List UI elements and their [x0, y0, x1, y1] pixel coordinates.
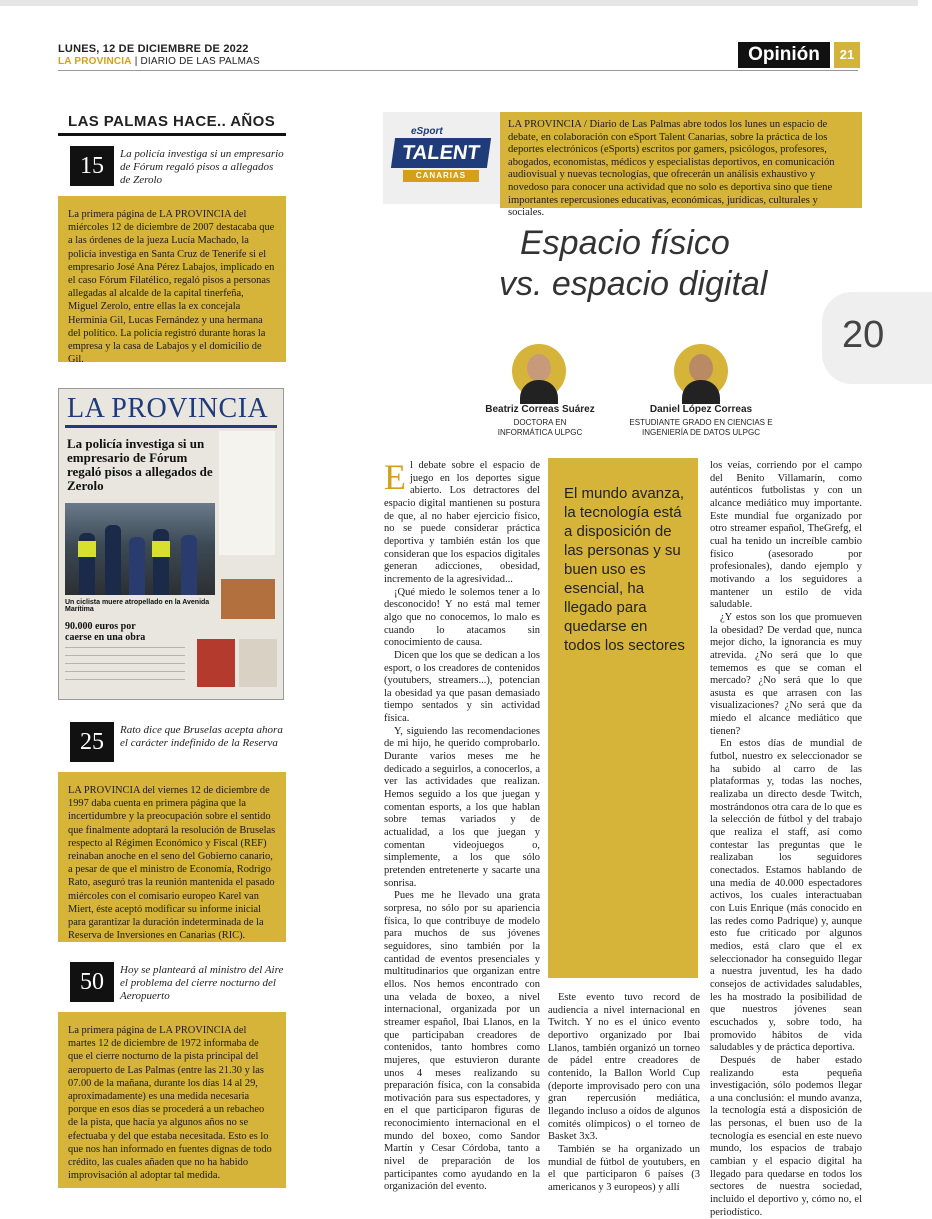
anniversary-15-text: La primera página de LA PROVINCIA del miércoles 12 de diciembre de 2007 destacaba que a las órdenes de la jueza Lucía Machado, la policía investiga en Santa Cruz de Tenerife si el empresario José Ana Pérez Labajos, implicado en el caso Fórum Filatélico, regaló pisos a personas allegadas al alcalde de la capital tinerfeña, Miguel Zerolo, entre ellas la ex concejala Herminia Gil, Lucas Fernández y una hermana del político. La policía registró durante horas la empresa y la casa de Labajos y el domicilio de Gil. [58, 196, 286, 362]
paragraph: ¡Qué miedo le solemos tener a lo desconocido! Y no está mal temer algo que no conocemos, lo malo es cuando lo atacamos sin conocimiento de causa. [384, 586, 540, 649]
avatar-head [689, 354, 713, 382]
section-label: Opinión [738, 42, 830, 68]
clipping-ad [197, 639, 235, 687]
article-column-3 [710, 460, 862, 1218]
clipping-rule [65, 425, 277, 428]
esport-talent-logo [383, 112, 501, 204]
author-name: Beatriz Correas Suárez [485, 404, 595, 415]
clipping-masthead: LA PROVINCIA [67, 393, 269, 424]
header-rule [58, 70, 858, 71]
page-date: LUNES, 12 DE DICIEMBRE DE 2022 [58, 43, 249, 55]
clipping-text-line [65, 671, 185, 672]
author-role-line: INFORMÁTICA ULPGC [497, 428, 583, 437]
page-tab[interactable] [822, 292, 932, 384]
author-name: Daniel López Correas [649, 404, 753, 415]
avatar-body [682, 380, 720, 404]
article-title-line-1: Espacio físico [520, 224, 730, 262]
photo-vest [78, 541, 96, 557]
left-title-rule [58, 133, 286, 136]
clipping-headline: La policía investiga si un empresario de Fórum regaló pisos a allegados de Zerolo [67, 436, 213, 493]
article-title-line-2: vs. espacio digital [499, 265, 768, 303]
author-role [614, 418, 788, 438]
newspaper-clipping [58, 388, 284, 700]
photo-figure [181, 535, 197, 595]
clipping-photo [65, 503, 215, 595]
author-avatar [512, 344, 566, 398]
paragraph: ¿Y estos son los que promueven la obesidad? De verdad que, nunca mejor dicho, la ignorancia es muy atrevida. ¿No será que lo que tememos es que se coman el mercado? ¿No será que lo que asusta es que arrasen con las visualizaciones? ¿No será que da miedo el alcance mediático que tienen? [710, 611, 862, 737]
clipping-text-line [65, 655, 185, 656]
paragraph: Pues me he llevado una grata sorpresa, no sólo por su apariencia física, lo que contribuye de modelo para muchos de sus jóvenes seguidores, sino también por la cantidad de eventos presenciales y multitudinarios que organizan entre ellos. Nos hemos encontrado con una velada de boxeo, a nivel internacional, organizada por un streamer español, Ibai Llanos, en la que participaban creadores de contenidos, tanto hombres como mujeres, que estuvieron durante unos 4 meses realizando su preparación física, con la consabida motivación para sus espectadores, y en el que participaron figuras de reconocimiento internacional en el mundo del boxeo, como Sandor Martín y Cesar Córdoba, tanto a nivel de preparación de los participantes como ayudando en la organización del evento. [384, 890, 540, 1193]
paragraph: Este evento tuvo record de audiencia a nivel internacional en Twitch. Y no es el único evento deportivo organizado por Ibai Llanos, también organizó un torneo de pádel entre creadores de contenido, la Ballon World Cup (deporte improvisado pero con una gran repercusión mediática, llegando incluso a oídos de algunos comités olímpicos) o el torneo de Basket 3x3. [548, 992, 700, 1143]
author-role-line: DOCTORA EN [513, 418, 567, 427]
years-badge: 25 [70, 722, 114, 762]
paragraph [384, 457, 540, 587]
anniversary-headline: La policía investiga si un empresario de Fórum regaló pisos a allegados de Zerolo [120, 148, 284, 186]
paragraph: También se ha organizado un mundial de fútbol de youtubers, en el que participaron 6 países (3 americanos y 3 europeos) y allí [548, 1143, 700, 1193]
photo-figure [129, 537, 145, 595]
page-tab-number: 20 [842, 314, 885, 356]
years-badge: 15 [70, 146, 114, 186]
paper-subtitle: | DIARIO DE LAS PALMAS [134, 56, 260, 67]
clipping-subhead: 90.000 euros por caerse en una obra [65, 621, 146, 643]
page-number: 21 [834, 42, 860, 68]
author-role [470, 418, 610, 438]
clipping-portrait [221, 579, 275, 619]
pull-quote: El mundo avanza, la tecnología está a disposición de las personas y su buen uso es esencial, ha llegado para quedarse en todos los sectores [548, 458, 698, 978]
avatar-head [527, 354, 551, 382]
paper-credit [58, 56, 260, 67]
author-avatar [674, 344, 728, 398]
top-gray-bar [0, 0, 918, 6]
article-column-1 [384, 457, 540, 1193]
paper-name: LA PROVINCIA [58, 56, 132, 67]
clipping-ad [239, 639, 277, 687]
author-role-line: ESTUDIANTE GRADO EN CIENCIAS E [629, 418, 773, 427]
drop-cap: E [384, 457, 406, 497]
author-role-line: INGENIERÍA DE DATOS ULPGC [642, 428, 760, 437]
clipping-text-line [65, 647, 185, 648]
photo-figure [105, 525, 121, 595]
paragraph: En estos días de mundial de futbol, nuestro ex seleccionador se ha subido al carro de las plataformas y, todas las noches, realizaba un directo desde Twitch, mostrándonos otra cara de lo que es la selección de fútbol y del trabajo que realiza el staff, así como contestar las preguntas que le realizaban los seguidores conectados. Estamos hablando de una media de 40.000 espectadores activos, los cuales interactuaban con Luis Enrique (más conocido en las redes como Padrique) y, aunque esto fue criticado por algunos medios, está claro que el ex seleccionador ha conseguido llegar a nuestra juventud, les ha dado consejos de actividades saludables, les ha mostrado la posibilidad de que nuestros jóvenes sean escuchados y, sobre todo, ha promovido hábitos de vida saludables y de práctica deportiva. [710, 738, 862, 1054]
paragraph: Dicen que los que se dedican a los esport, o los creadores de contenidos (youtubers, streamers...), potencian la obesidad ya que pasan demasiado tiempo sentados y sin actividad física. [384, 649, 540, 725]
article-intro: LA PROVINCIA / Diario de Las Palmas abre todos los lunes un espacio de debate, en colaboración con eSport Talent Canarias, sobre la práctica de los deportes electrónicos (eSports) escritos por gamers, psicólogos, profesores, abogados, economistas, médicos y especialistas deportivos, en comunicación audiovisual y nuevas tecnologías, que ofrecerán un análisis exhaustivo y novedoso para conocer una actividad que no solo es deportiva sino que tiene importantes repercusiones educativas, económicas, jurídicas, culturales y sociales. [500, 112, 862, 208]
clipping-side-column [219, 431, 275, 555]
article-column-2 [548, 992, 700, 1193]
photo-vest [152, 541, 170, 557]
avatar-body [520, 380, 558, 404]
paragraph: Después de haber estado realizando esta pequeña investigación, sólo podemos llegar a una conclusión: el mundo avanza, la tecnología está a disposición de las personas, el buen uso de la tecnología es esencial en este nuevo mundo, los espacios de trabajo cambian y el espacio digital ha llegado para quedarse en todos los sectores de nuestra sociedad, incluido el deportivo y, cómo no, el periodístico. [710, 1054, 862, 1218]
logo-bottom-text: CANARIAS [403, 170, 479, 182]
logo-top-text: eSport [411, 126, 443, 137]
clipping-text-line [65, 679, 185, 680]
logo-main-text: TALENT [391, 138, 491, 168]
anniversary-25-text: LA PROVINCIA del viernes 12 de diciembre de 1997 daba cuenta en primera página que la incertidumbre y la preocupación sobre el sentido que finalmente adoptará la resolución de Bruselas respecto al Régimen Económico y Fiscal (REF) reinaban anoche en el seno del Gobierno canario, a pesar de que el ministro de Economía, Rodrigo Rato, aseguró tras la reunión mantenida el pasado miércoles con el comisario europeo Karel van Miert, éste aceptó modificar su informe inicial para garantizar la duración indeterminada de la Reserva de Inversiones en Canarias (RIC). [58, 772, 286, 942]
clipping-text-line [65, 663, 185, 664]
clipping-photo-caption: Un ciclista muere atropellado en la Avenida Marítima [65, 599, 210, 613]
left-column-title: LAS PALMAS HACE.. AÑOS [68, 113, 276, 130]
anniversary-50-text: La primera página de LA PROVINCIA del martes 12 de diciembre de 1972 informaba de que el cierre nocturno de la pista principal del aeropuerto de Las Palmas (entre las 21.30 y las 07.00 de la mañana, durante los días 14 al 29, aproximadamente) es una medida necesaria porque en esos días se procederá a un rebacheo de la pista, que hacía ya algunos años no se efectuaba y del que estaba necesitada. Esto es lo que nos han informado en fuentes dignas de todo crédito, las cuales añaden que no ha habido improvisación al adoptar tal medida. [58, 1012, 286, 1188]
paragraph: los veías, corriendo por el campo del Benito Villamarín, como auténticos futbolistas y con un alcance mediático muy importante. Este mundial fue organizado por otro streamer español, TheGrefg, el cual ha tenido un increíble cambio físico (asesorado por profesionales), dando ejemplo y motivando a los seguidores a mantener un estilo de vida saludable. [710, 460, 862, 611]
photo-figure [153, 529, 169, 595]
anniversary-headline: Hoy se planteará al ministro del Aire el problema del cierre nocturno del Aeropuerto [120, 964, 284, 1002]
anniversary-headline: Rato dice que Bruselas acepta ahora el carácter indefinido de la Reserva [120, 724, 283, 749]
years-badge: 50 [70, 962, 114, 1002]
paragraph-text: l debate sobre el espacio de juego en los deportes sigue abierto. Los detractores del espacio digital mantienen su postura de que, al no haber ejercicio físico, no se puede considerar práctica deportiva y también están los que consideran que los espacios digitales generan adicciones, obesidad, incremento de la agresividad... [384, 460, 540, 585]
paragraph: Y, siguiendo las recomendaciones de mi hijo, he querido comprobarlo. Durante varios meses me he dedicado a seguirlos, a conocerlos, a ver las actividades que realizan. Hemos seguido a los que juegan y comentan esports, a los que hablan sobre temas variados y de actualidad, a los que juegan y comentan videojuegos o, simplemente, a los que sólo pretenden entretenerte y sacarte una sonrisa. [384, 725, 540, 889]
